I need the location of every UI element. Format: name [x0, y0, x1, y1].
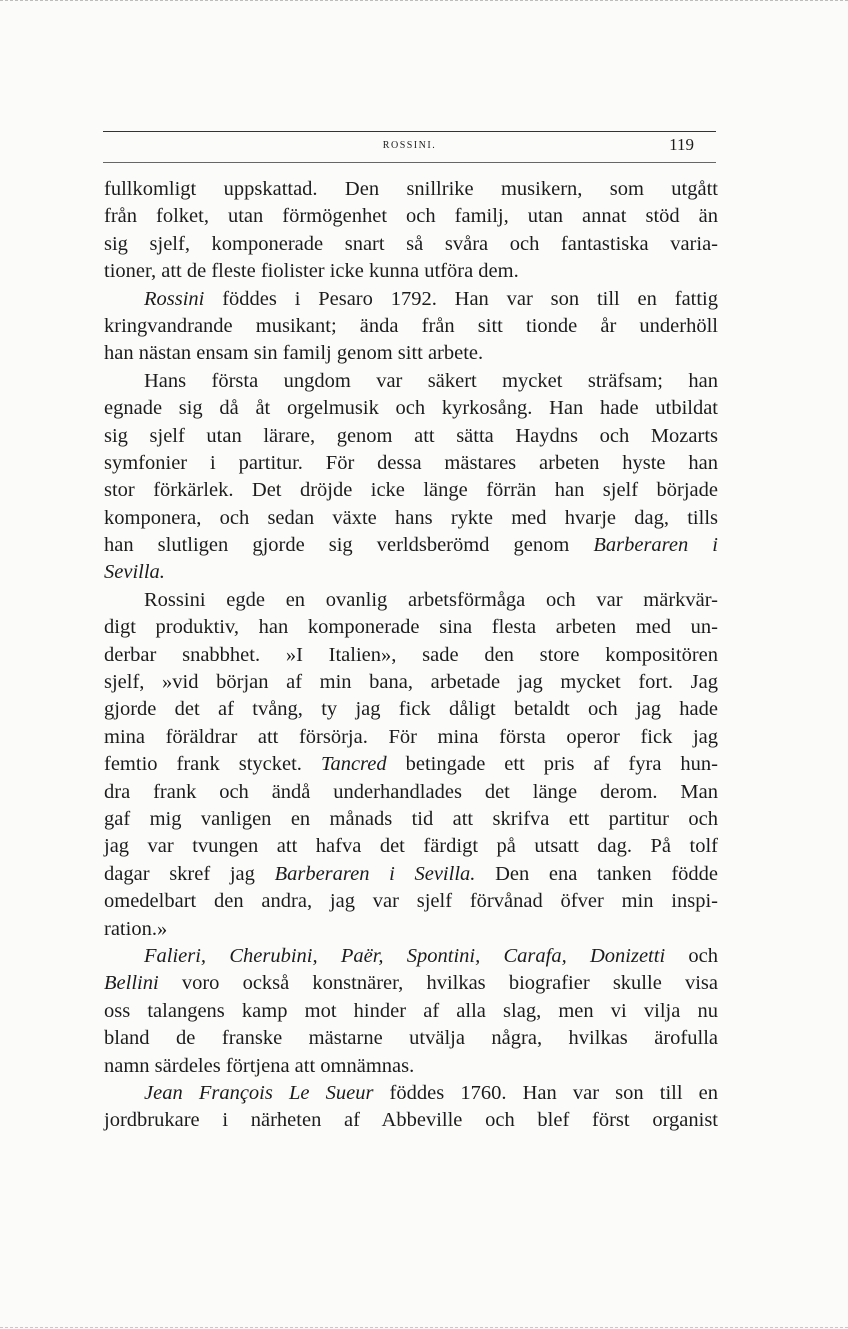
- text-run: föddes 1760. Han var son till en: [373, 1081, 719, 1104]
- text-run: sjelf, »vid början af min bana, arbetade jag mycket fort. Jag: [104, 671, 718, 694]
- italic-text: Tancred: [320, 753, 387, 776]
- text-run: Rossini egde en ovanlig arbetsförmåga och var märkvär-: [144, 588, 718, 611]
- text-line: [104, 1107, 718, 1134]
- text-run: omedelbart den andra, jag var sjelf förvånad öfver min inspi-: [104, 890, 718, 913]
- text-run: symfonier i partitur. För dessa mästares arbeten hyste han: [104, 451, 718, 474]
- text-line: [104, 943, 718, 970]
- text-run: han slutligen gjorde sig verldsberömd genom: [104, 534, 594, 557]
- text-run: jordbrukare i närheten af Abbeville och blef först organist: [104, 1109, 718, 1132]
- text-line: [104, 751, 718, 778]
- text-run: bland de franske mästarne utvälja några, hvilkas ärofulla: [104, 1027, 718, 1050]
- text-run: stor förkärlek. Det dröjde icke länge förrän han sjelf började: [104, 479, 718, 502]
- text-line: [104, 833, 718, 860]
- text-line: [104, 231, 718, 258]
- text-line: [104, 998, 718, 1025]
- text-run: digt produktiv, han komponerade sina flesta arbeten med un-: [104, 616, 718, 639]
- text-line: [104, 505, 718, 532]
- text-run: kringvandrande musikant; ända från sitt tionde år underhöll: [104, 314, 718, 337]
- text-line: [104, 587, 718, 614]
- paragraph: [104, 943, 718, 1080]
- text-run: ration.»: [104, 917, 168, 940]
- text-line: [104, 477, 718, 504]
- paragraph: [104, 1080, 718, 1135]
- text-line: [104, 313, 718, 340]
- italic-text: Jean François Le Sueur: [144, 1081, 374, 1104]
- text-line: [104, 916, 718, 943]
- text-line: [104, 286, 718, 313]
- text-run: namn särdeles förtjena att omnämnas.: [104, 1054, 415, 1077]
- text-line: [104, 258, 718, 285]
- text-run: dra frank och ändå underhandlades det länge derom. Man: [104, 780, 718, 803]
- text-run: fullkomligt uppskattad. Den snillrike musikern, som utgått: [104, 178, 718, 200]
- text-run: dagar skref jag: [104, 862, 275, 885]
- text-run: sig sjelf, komponerade snart så svåra och fantastiska varia-: [104, 232, 718, 255]
- text-line: [104, 724, 718, 751]
- body-text: [104, 176, 718, 1135]
- paragraph: [104, 176, 718, 286]
- text-line: [104, 368, 718, 395]
- text-run: han nästan ensam sin familj genom sitt arbete.: [104, 342, 484, 365]
- italic-text: Falieri, Cherubini, Paër, Spontini, Carafa, Donizetti: [144, 944, 666, 967]
- page-bottom-edge: [0, 1327, 848, 1328]
- italic-text: Sevilla.: [104, 561, 165, 584]
- text-run: föddes i Pesaro 1792. Han var son till en fattig: [204, 287, 718, 310]
- running-head: [103, 136, 716, 158]
- text-line: [104, 696, 718, 723]
- header-rule-top: [103, 131, 716, 132]
- text-line: [104, 888, 718, 915]
- italic-text: Barberaren i Sevilla.: [274, 862, 476, 885]
- text-run: från folket, utan förmögenhet och familj, utan annat stöd än: [104, 205, 718, 228]
- text-line: [104, 532, 718, 559]
- running-title: ROSSINI.: [382, 140, 437, 151]
- text-run: voro också konstnärer, hvilkas biografier skulle visa: [158, 972, 718, 995]
- text-line: [104, 395, 718, 422]
- text-line: [104, 203, 718, 230]
- paragraph: [104, 368, 718, 587]
- text-line: [104, 176, 718, 203]
- header-rule-bottom: [103, 162, 716, 163]
- text-line: [104, 340, 718, 367]
- paragraph: [104, 587, 718, 943]
- text-line: [104, 1080, 718, 1107]
- italic-text: Rossini: [144, 287, 205, 310]
- text-line: [104, 970, 718, 997]
- text-run: Den ena tanken födde: [475, 862, 718, 885]
- text-run: derbar snabbhet. »I Italien», sade den store kompositören: [104, 643, 718, 666]
- text-run: och: [665, 944, 718, 967]
- text-line: [104, 642, 718, 669]
- text-run: komponera, och sedan växte hans rykte med hvarje dag, tills: [104, 506, 718, 529]
- text-run: gaf mig vanligen en månads tid att skrifva ett partitur och: [104, 807, 718, 830]
- italic-text: Bellini: [104, 972, 159, 995]
- text-run: femtio frank stycket.: [104, 753, 321, 776]
- text-run: oss talangens kamp mot hinder af alla slag, men vi vilja nu: [104, 999, 718, 1022]
- text-run: jag var tvungen att hafva det färdigt på utsatt dag. På tolf: [104, 835, 718, 858]
- text-line: [104, 1025, 718, 1052]
- italic-text: Barberaren i: [593, 534, 718, 557]
- text-run: egnade sig då åt orgelmusik och kyrkosång. Han hade utbildat: [104, 397, 718, 420]
- text-line: [104, 450, 718, 477]
- text-run: tioner, att de fleste fiolister icke kunna utföra dem.: [104, 260, 519, 283]
- text-line: [104, 669, 718, 696]
- text-run: sig sjelf utan lärare, genom att sätta Haydns och Mozarts: [104, 424, 718, 447]
- text-line: [104, 779, 718, 806]
- text-line: [104, 861, 718, 888]
- text-line: [104, 559, 718, 586]
- page-number: 119: [669, 135, 694, 154]
- text-run: mina föräldrar att försörja. För mina första operor fick jag: [104, 725, 718, 748]
- text-run: betingade ett pris af fyra hun-: [386, 753, 718, 776]
- text-run: gjorde det af tvång, ty jag fick dåligt betaldt och jag hade: [104, 698, 718, 721]
- text-line: [104, 614, 718, 641]
- page-top-edge: [0, 0, 848, 1]
- paragraph: [104, 286, 718, 368]
- text-line: [104, 1053, 718, 1080]
- text-line: [104, 423, 718, 450]
- text-line: [104, 806, 718, 833]
- text-run: Hans första ungdom var säkert mycket sträfsam; han: [144, 369, 718, 392]
